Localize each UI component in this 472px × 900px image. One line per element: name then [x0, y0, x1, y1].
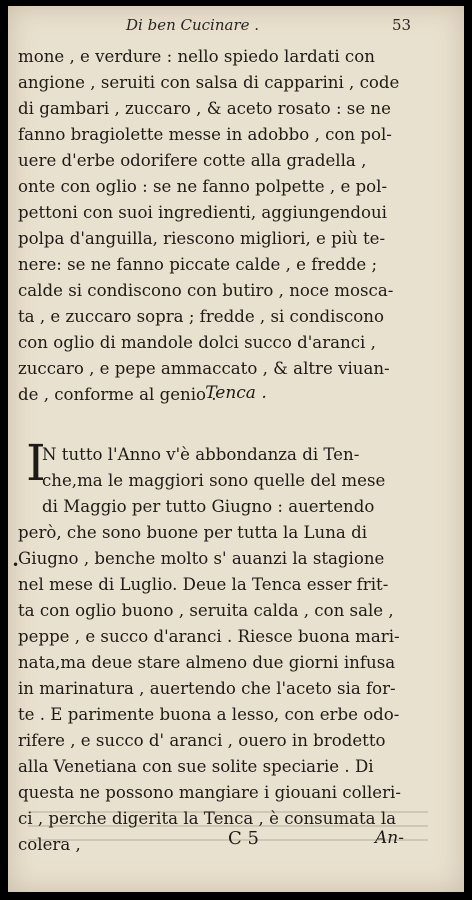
text-line: peppe , e succo d'aranci . Riesce buona mari-: [18, 627, 400, 646]
catchword: An-: [375, 828, 404, 848]
text-line: ta con oglio buono , seruita calda , con sale ,: [18, 601, 394, 620]
text-line: ta , e zuccaro sopra ; fredde , si condiscono: [18, 307, 384, 326]
text-line: che,ma le maggiori sono quelle del mese: [42, 471, 386, 490]
text-line: con oglio di mandole dolci succo d'aranci ,: [18, 333, 376, 352]
text-line: ci , perche digerita la Tenca , è consumata la: [18, 809, 397, 828]
text-line: uere d'erbe odorifere cotte alla gradella ,: [18, 151, 367, 170]
paragraph-tenca: [18, 442, 442, 858]
text-line: mone , e verdure : nello spiedo lardati con: [18, 47, 375, 66]
text-line: nata,ma deue stare almeno due giorni infusa: [18, 653, 396, 672]
text-line: calde si condiscono con butiro , noce mosca-: [18, 281, 394, 300]
text-line: onte con oglio : se ne fanno polpette , e pol-: [18, 177, 388, 196]
text-line: zuccaro , e pepe ammaccato , & altre viuan-: [18, 359, 390, 378]
text-line: di gambari , zuccaro , & aceto rosato : se ne: [18, 99, 391, 118]
text-line: di Maggio per tutto Giugno : auertendo: [42, 497, 375, 516]
paragraph-continued: [18, 44, 442, 408]
text-line: colera ,: [18, 835, 81, 854]
text-line: Giugno , benche molto s' auanzi la stagione: [18, 549, 385, 568]
margin-mark: •: [12, 558, 20, 572]
page-number: 53: [392, 16, 412, 34]
text-line: fanno bragiolette messe in adobbo , con pol-: [18, 125, 392, 144]
text-line: N tutto l'Anno v'è abbondanza di Ten-: [42, 445, 360, 464]
running-head: Di ben Cucinare .: [126, 16, 260, 34]
text-line: angione , seruiti con salsa di capparini , code: [18, 73, 400, 92]
text-line: de , conforme al genio .: [18, 385, 217, 404]
text-line: polpa d'anguilla, riescono migliori, e più te-: [18, 229, 386, 248]
text-line: te . E parimente buona a lesso, con erbe odo-: [18, 705, 400, 724]
signature-mark: C 5: [228, 828, 259, 849]
text-line: in marinatura , auertendo che l'aceto sia for-: [18, 679, 396, 698]
drop-cap: I: [26, 434, 46, 492]
text-line: questa ne possono mangiare i giouani colleri-: [18, 783, 401, 802]
text-line: però, che sono buone per tutta la Luna di: [18, 523, 368, 542]
text-line: rifere , e succo d' aranci , ouero in brodetto: [18, 731, 386, 750]
text-line: pettoni con suoi ingredienti, aggiungendoui: [18, 203, 387, 222]
text-line: nel mese di Luglio. Deue la Tenca esser frit-: [18, 575, 389, 594]
page-header: [8, 16, 464, 40]
text-line: alla Venetiana con sue solite speciarie . Di: [18, 757, 374, 776]
book-page: [8, 6, 464, 892]
text-line: nere: se ne fanno piccate calde , e fredde ;: [18, 255, 378, 274]
section-title: Tenca .: [205, 383, 267, 403]
